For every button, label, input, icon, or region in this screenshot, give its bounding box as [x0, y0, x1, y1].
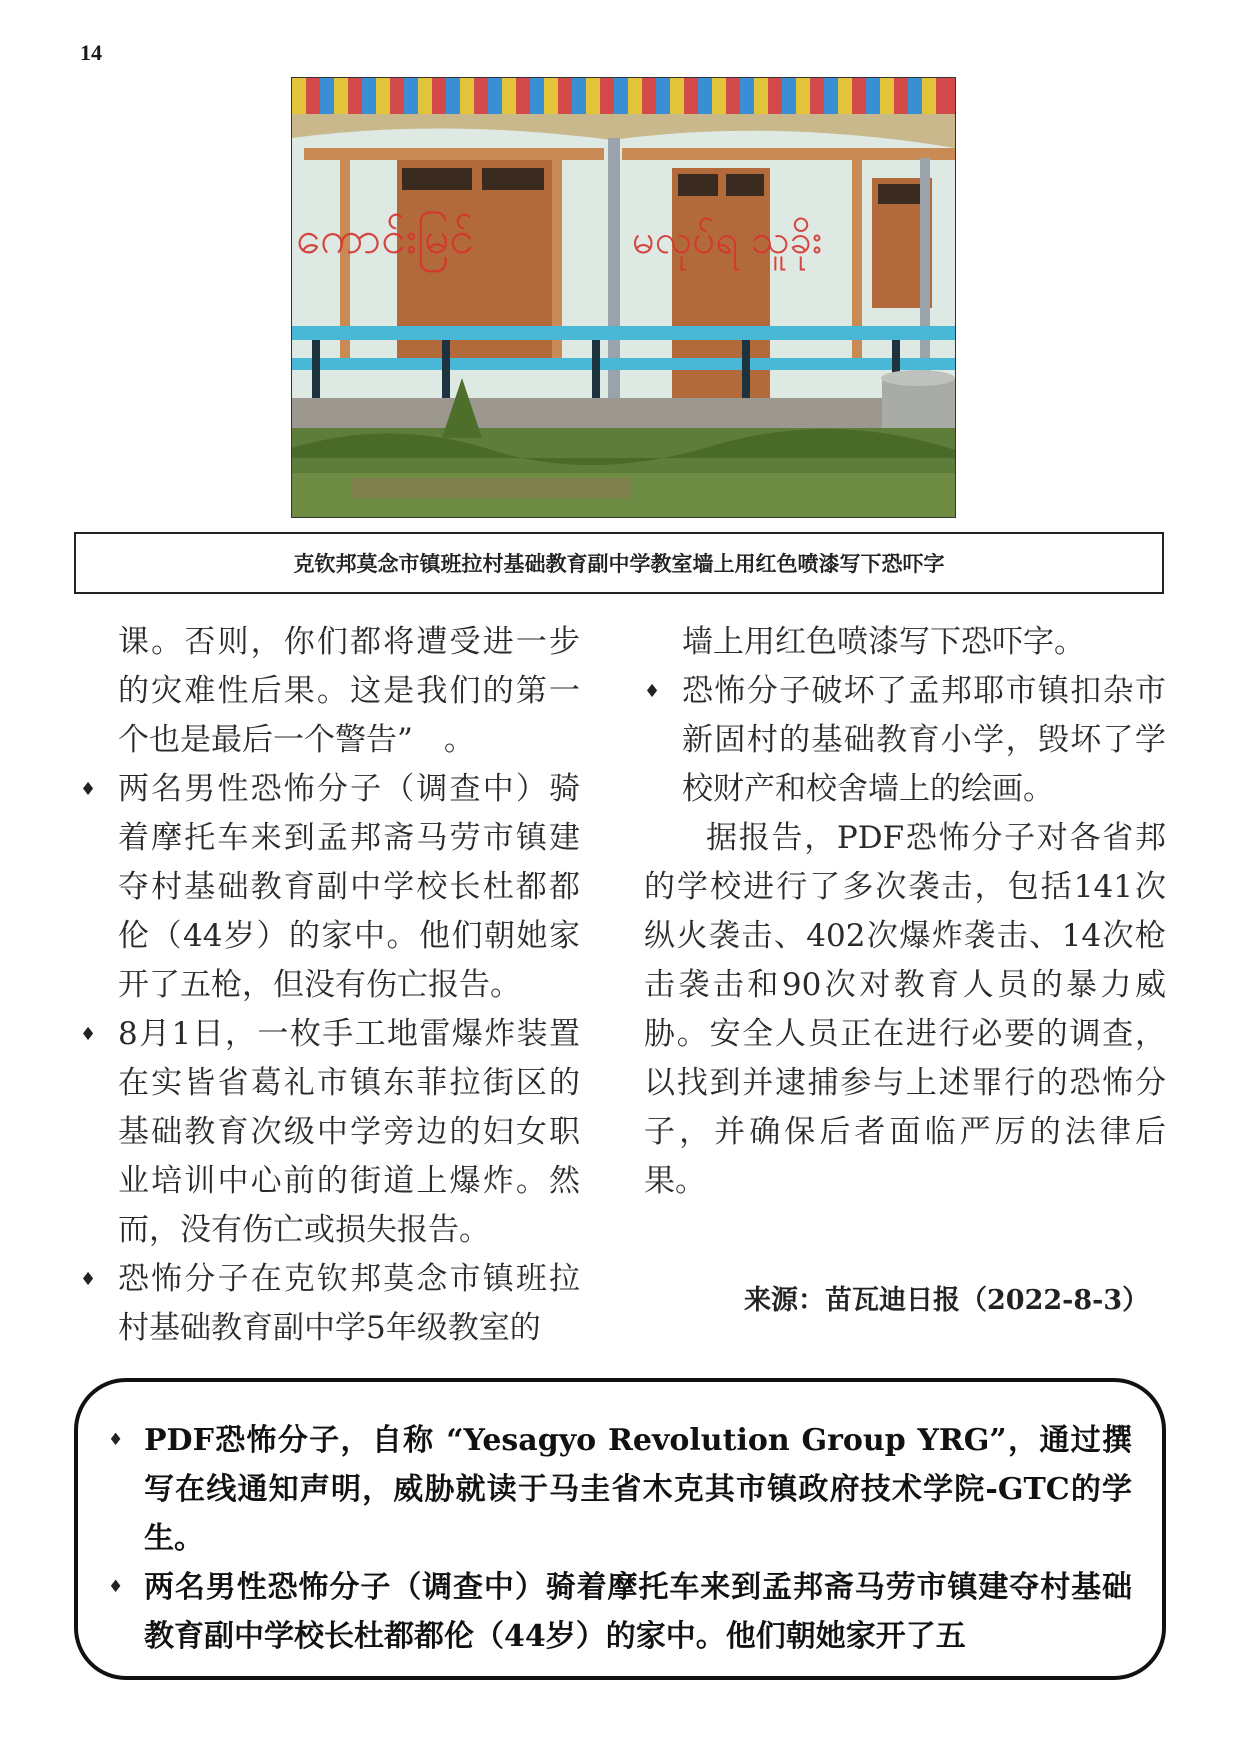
- report-paragraph: 据报告，PDF恐怖分子对各省邦的学校进行了多次袭击，包括141次纵火袭击、402次爆炸袭击、14次枪击袭击和90次对教育人员的暴力威胁。安全人员正在进行必要的调查，以找到并逮捕参与上述罪行的恐怖分子，并确保后者面临严厉的法律后果。: [644, 820, 1166, 1199]
- list-item-text: 两名男性恐怖分子（调查中）骑着摩托车来到孟邦斋马劳市镇建夺村基础教育副中学校长杜都都伦（44岁）的家中。他们朝她家开了五枪，但没有伤亡报告。: [118, 771, 580, 1003]
- diamond-bullet-icon: ♦: [108, 1430, 124, 1450]
- list-item: [80, 765, 580, 1010]
- school-photo: [291, 77, 956, 518]
- right-column: [644, 618, 1166, 1206]
- right-continuation-text: 墙上用红色喷漆写下恐吓字。: [682, 624, 1085, 660]
- page-number: 14: [80, 40, 102, 65]
- list-item-text: 恐怖分子破坏了孟邦耶市镇扣杂市新固村的基础教育小学，毁坏了学校财产和校舍墙上的绘画。: [682, 673, 1166, 807]
- diamond-bullet-icon: ♦: [80, 779, 97, 800]
- list-item-text: 恐怖分子在克钦邦莫念市镇班拉村基础教育副中学5年级教室的: [118, 1261, 580, 1346]
- graffiti-left: ကောင်းမြင်: [296, 213, 474, 264]
- diamond-bullet-icon: ♦: [108, 1577, 124, 1597]
- list-item: [80, 1255, 580, 1353]
- diamond-bullet-icon: ♦: [80, 1269, 97, 1290]
- diamond-bullet-icon: ♦: [80, 1024, 97, 1045]
- list-item-text: 8月1日，一枚手工地雷爆炸装置在实皆省葛礼市镇东菲拉街区的基础教育次级中学旁边的妇女职业培训中心前的街道上爆炸。然而，没有伤亡或损失报告。: [118, 1016, 580, 1248]
- list-item-text: PDF恐怖分子，自称 “Yesagyo Revolution Group YRG”，通过撰写在线通知声明，威胁就读于马圭省木克其市镇政府技术学院-GTC的学生。: [144, 1423, 1132, 1556]
- source-line: 来源：苗瓦迪日报（2022-8-3）: [744, 1285, 1150, 1316]
- left-continuation-text: 课。否则，你们都将遭受进一步的灾难性后果。这是我们的第一个也是最后一个警告” 。: [118, 624, 580, 758]
- list-item: [644, 667, 1166, 814]
- list-item: [80, 1010, 580, 1255]
- diamond-bullet-icon: ♦: [644, 681, 661, 702]
- photo-caption: 克钦邦莫念市镇班拉村基础教育副中学教室墙上用红色喷漆写下恐吓字: [74, 532, 1164, 594]
- highlight-box: [74, 1378, 1166, 1680]
- graffiti-right: မလုပ်ရ သူခိုး: [632, 217, 823, 263]
- left-column: [80, 618, 580, 1353]
- list-item: [108, 1563, 1132, 1661]
- list-item: [108, 1416, 1132, 1563]
- list-item-text: 两名男性恐怖分子（调查中）骑着摩托车来到孟邦斋马劳市镇建夺村基础教育副中学校长杜都都伦（44岁）的家中。他们朝她家开了五: [144, 1570, 1132, 1654]
- school-building-image: [292, 78, 955, 517]
